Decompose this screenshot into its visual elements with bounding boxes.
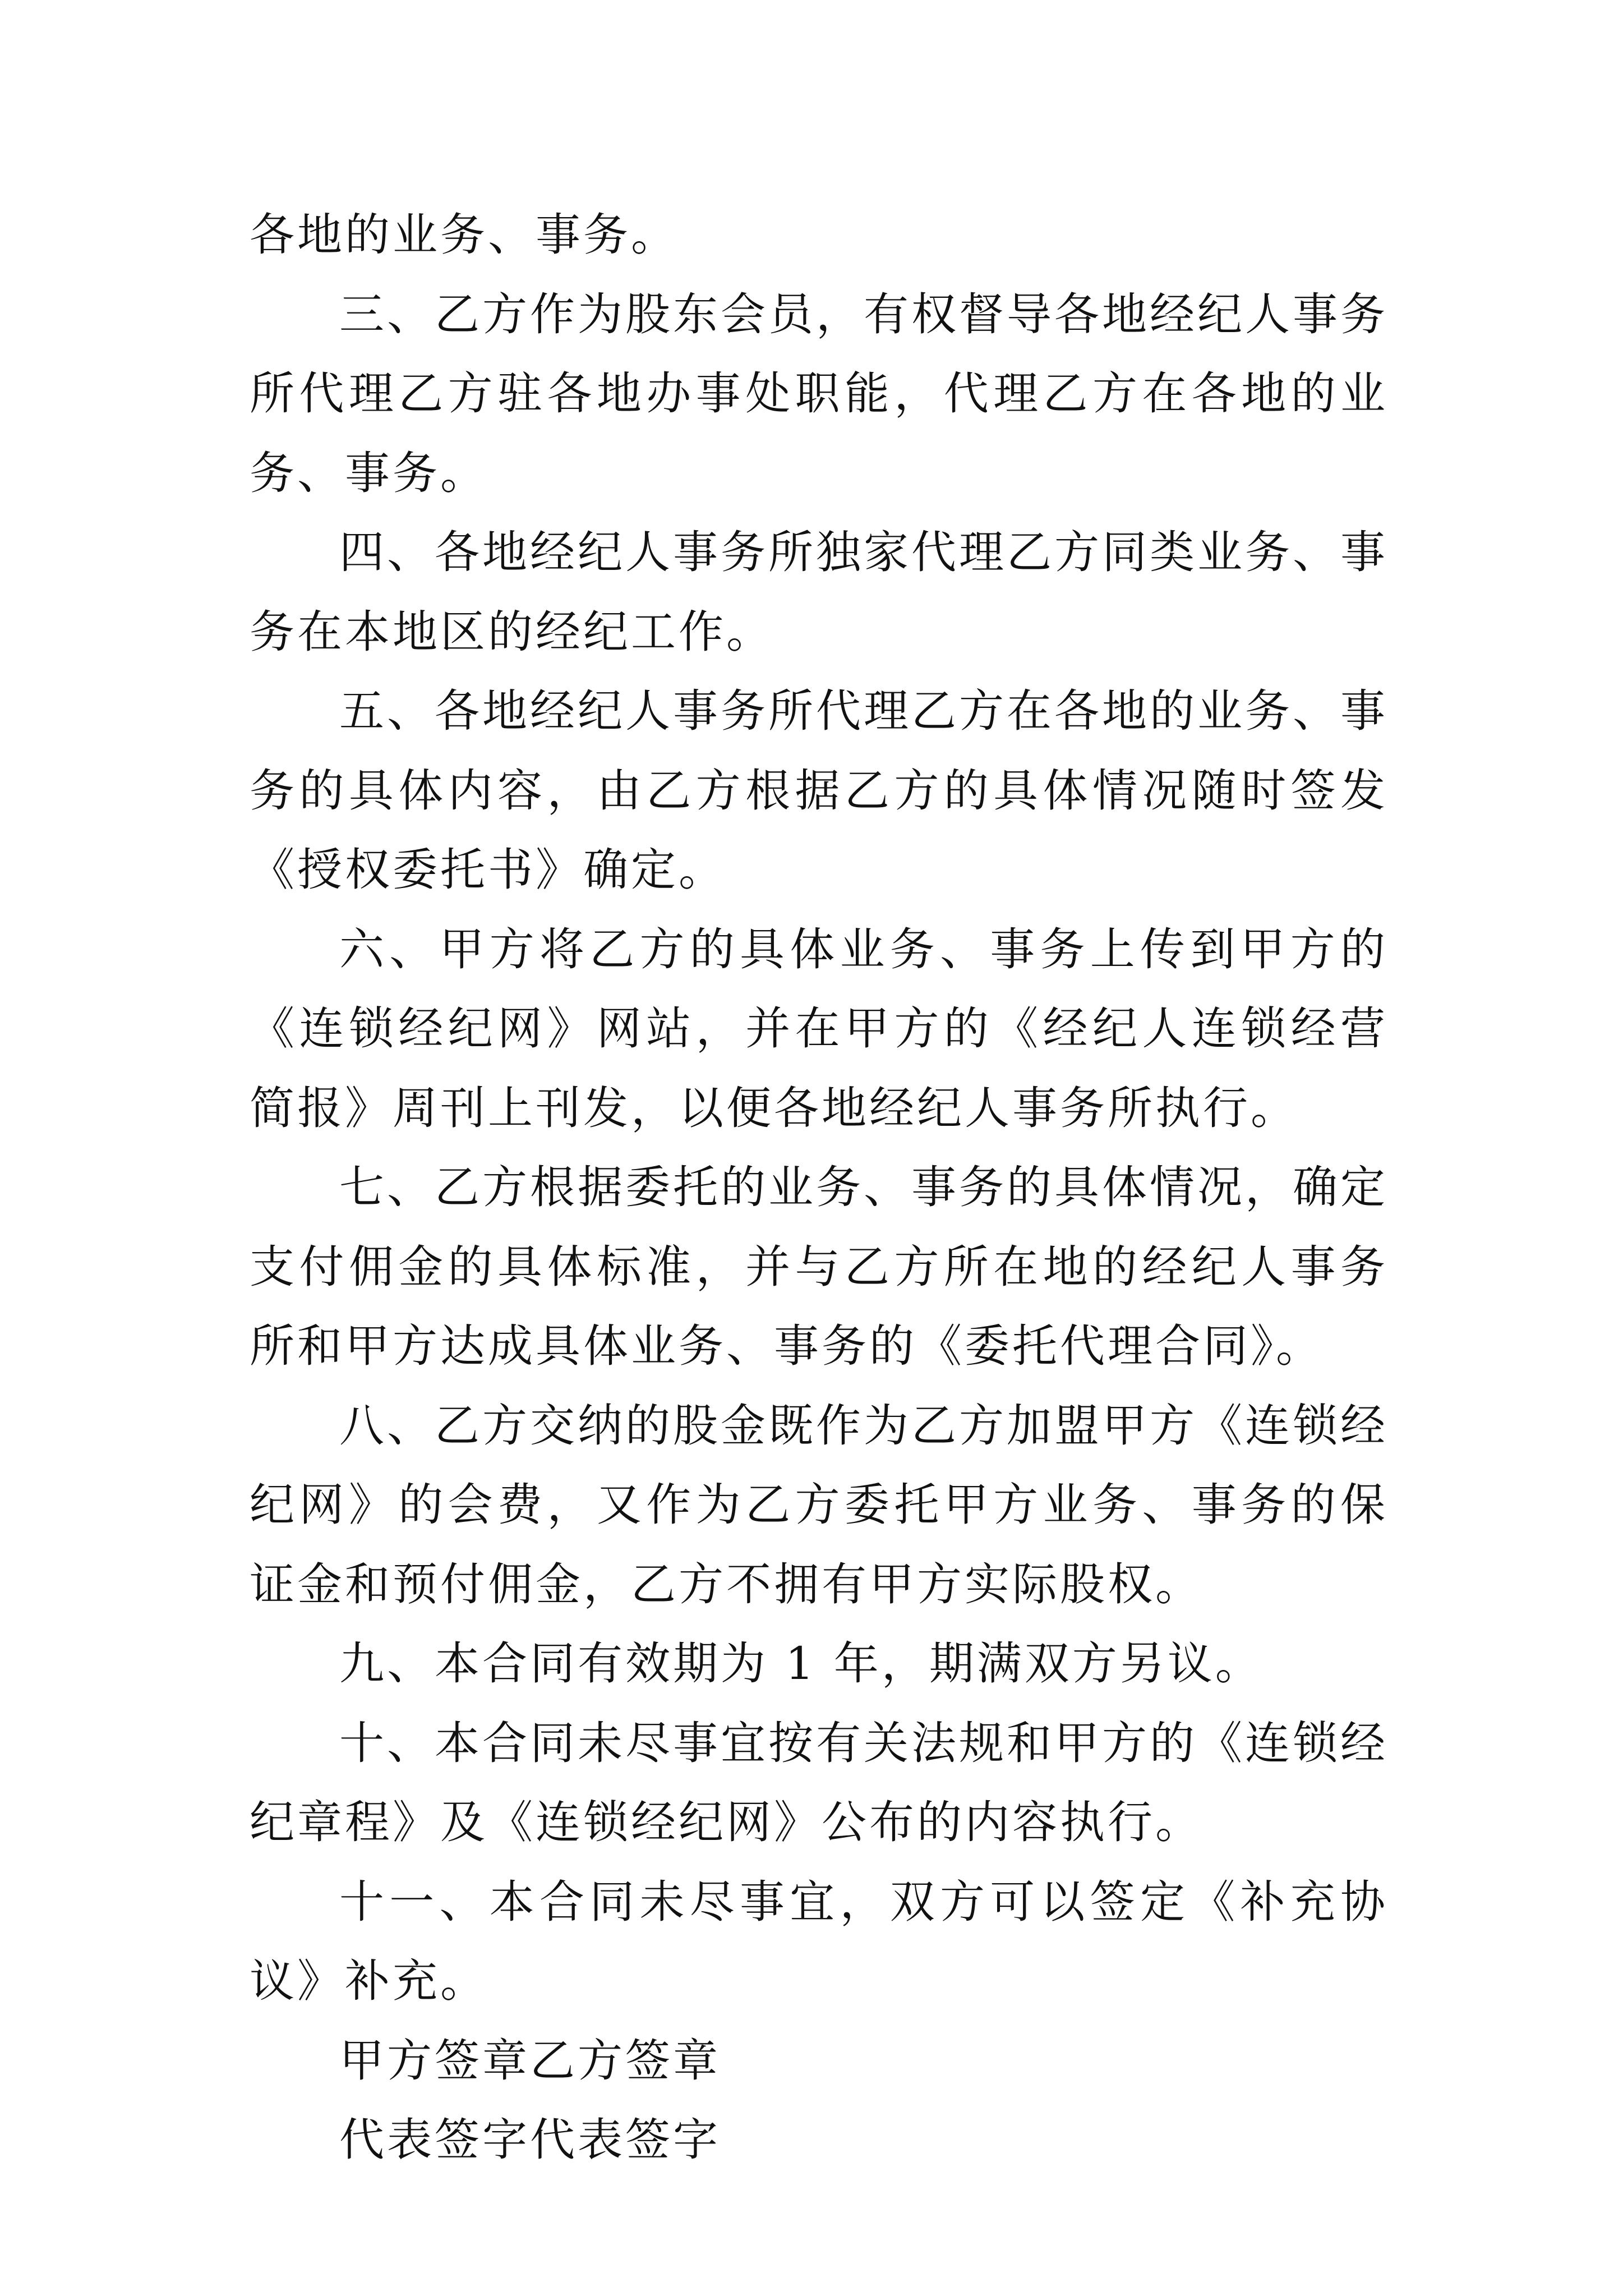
clause-5: 五、各地经纪人事务所代理乙方在各地的业务、事务的具体内容，由乙方根据乙方的具体情况随时签发《授权委托书》确定。 — [250, 685, 1388, 896]
seal-line: 甲方签章乙方签章 — [339, 2034, 721, 2087]
contract-body — [250, 195, 1388, 2180]
paragraph-continuation: 各地的业务、事务。 — [250, 209, 679, 261]
clause-7: 七、乙方根据委托的业务、事务的具体情况，确定支付佣金的具体标准，并与乙方所在地的经纪人事务所和甲方达成具体业务、事务的《委托代理合同》。 — [250, 1161, 1388, 1372]
clause-4: 四、各地经纪人事务所独家代理乙方同类业务、事务在本地区的经纪工作。 — [250, 526, 1388, 658]
clause-10: 十、本合同未尽事宜按有关法规和甲方的《连锁经纪章程》及《连锁经纪网》公布的内容执行。 — [250, 1717, 1388, 1848]
clause-11: 十一、本合同未尽事宜，双方可以签定《补充协议》补充。 — [250, 1875, 1388, 2007]
clause-8: 八、乙方交纳的股金既作为乙方加盟甲方《连锁经纪网》的会费，又作为乙方委托甲方业务、事务的保证金和预付佣金，乙方不拥有甲方实际股权。 — [250, 1399, 1388, 1611]
clause-3: 三、乙方作为股东会员，有权督导各地经纪人事务所代理乙方驻各地办事处职能，代理乙方在各地的业务、事务。 — [250, 288, 1388, 499]
clause-9: 九、本合同有效期为 1 年，期满双方另议。 — [339, 1637, 1263, 1690]
signature-line: 代表签字代表签字 — [339, 2114, 721, 2166]
clause-6: 六、甲方将乙方的具体业务、事务上传到甲方的《连锁经纪网》网站，并在甲方的《经纪人连锁经营简报》周刊上刊发，以便各地经纪人事务所执行。 — [250, 923, 1388, 1134]
